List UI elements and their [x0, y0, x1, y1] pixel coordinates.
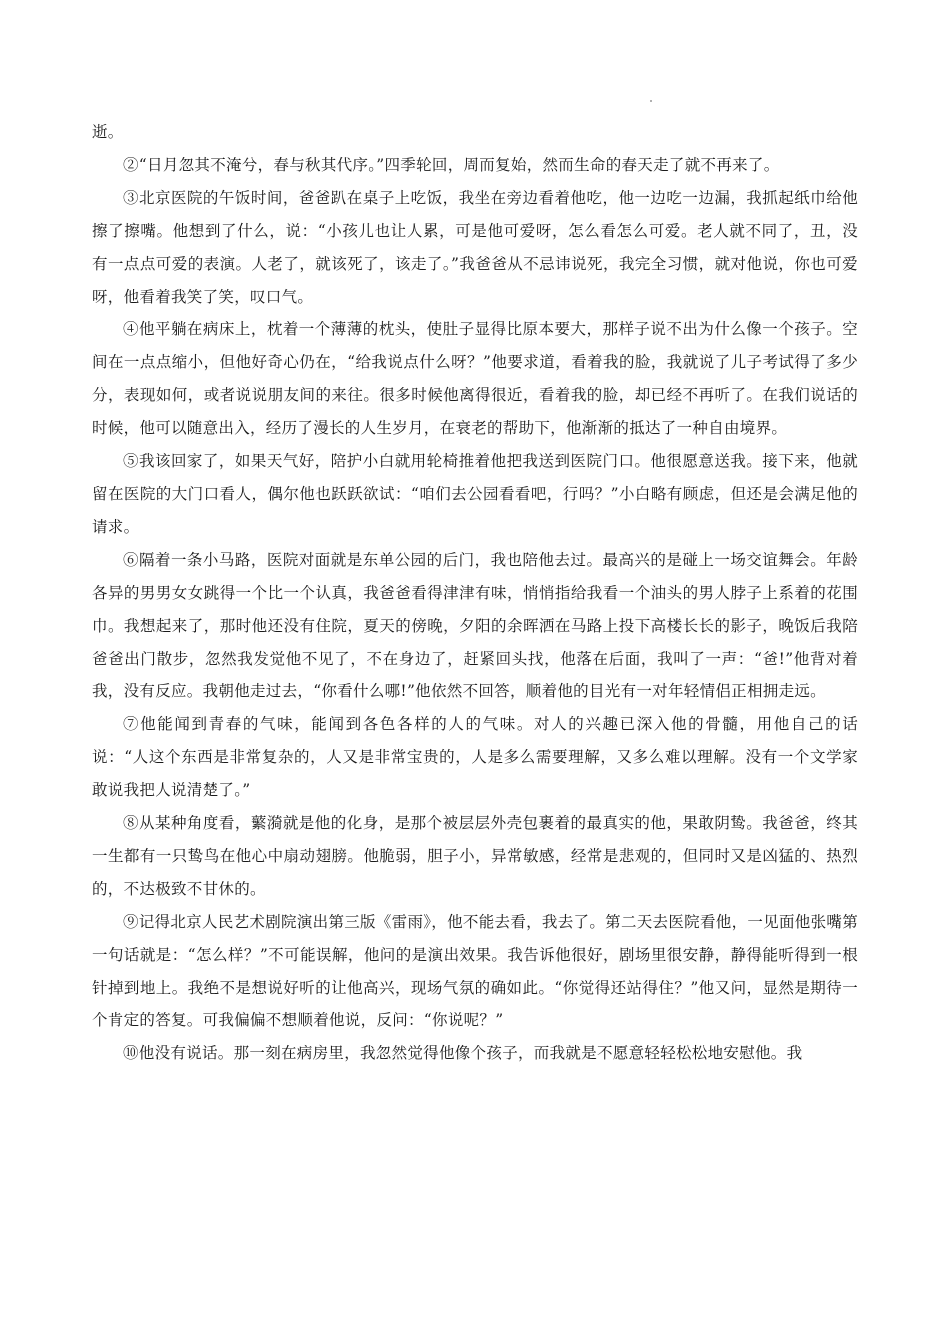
paragraph-7: ⑦他能闻到青春的气味，能闻到各色各样的人的气味。对人的兴趣已深入他的骨髓，用他自己的话说：“人这个东西是非常复杂的，人又是非常宝贵的，人是多么需要理解，又多么难以理解。没有一个文学家敢说我把人说清楚了。” [92, 715, 858, 800]
essay-body [92, 116, 858, 1070]
paragraph-continuation: 逝。 [92, 123, 124, 141]
paragraph-4: ④他平躺在病床上，枕着一个薄薄的枕头，使肚子显得比原本要大，那样子说不出为什么像一个孩子。空间在一点点缩小，但他好奇心仍在，“给我说点什么呀？”他要求道，看着我的脸，我就说了儿子考试得了多少分，表现如何，或者说说朋友间的来往。很多时候他离得很近，看着我的脸，却已经不再听了。在我们说话的时候，他可以随意出入，经历了漫长的人生岁月，在衰老的帮助下，他渐渐的抵达了一种自由境界。 [92, 320, 858, 438]
paragraph-8: ⑧从某种角度看，蘩漪就是他的化身，是那个被层层外壳包裹着的最真实的他，果敢阴鸷。我爸爸，终其一生都有一只鸷鸟在他心中扇动翅膀。他脆弱，胆子小，异常敏感，经常是悲观的，但同时又是凶猛的、热烈的，不达极致不甘休的。 [92, 814, 858, 898]
paragraph-6: ⑥隔着一条小马路，医院对面就是东单公园的后门，我也陪他去过。最高兴的是碰上一场交谊舞会。年龄各异的男男女女跳得一个比一个认真，我爸爸看得津津有味，悄悄指给我看一个油头的男人脖子上系着的花围巾。我想起来了，那时他还没有住院，夏天的傍晚，夕阳的余晖洒在马路上投下高楼长长的影子，晚饭后我陪爸爸出门散步，忽然我发觉他不见了，不在身边了，赶紧回头找，他落在后面，我叫了一声：“爸!”他背对着我，没有反应。我朝他走过去，“你看什么哪!”他依然不回答，顺着他的目光有一对年轻情侣正相拥走远。 [92, 550, 858, 701]
page-mark [650, 100, 652, 102]
paragraph-10: ⑩他没有说话。那一刻在病房里，我忽然觉得他像个孩子，而我就是不愿意轻轻松松地安慰他。我 [123, 1044, 803, 1063]
paragraph-3: ③北京医院的午饭时间，爸爸趴在桌子上吃饭，我坐在旁边看着他吃，他一边吃一边漏，我抓起纸巾给他擦了擦嘴。他想到了什么，说：“小孩儿也让人累，可是他可爱呀，怎么看怎么可爱。老人就不同了，丑，没有一点点可爱的表演。人老了，就该死了，该走了。”我爸爸从不忌讳说死，我完全习惯，就对他说，你也可爱呀，他看着我笑了笑，叹口气。 [92, 188, 858, 306]
paragraph-2: ②“日月忽其不淹兮，春与秋其代序。”四季轮回，周而复始，然而生命的春天走了就不再来了。 [123, 155, 780, 174]
paragraph-5: ⑤我该回家了，如果天气好，陪护小白就用轮椅推着他把我送到医院门口。他很愿意送我。接下来，他就留在医院的大门口看人，偶尔他也跃跃欲试：“咱们去公园看看吧，行吗？”小白略有顾虑，但还是会满足他的请求。 [92, 452, 858, 536]
paragraph-9: ⑨记得北京人民艺术剧院演出第三版《雷雨》，他不能去看，我去了。第二天去医院看他，一见面他张嘴第一句话就是：“怎么样？”不可能误解，他问的是演出效果。我告诉他很好，剧场里很安静，静得能听得到一根针掉到地上。我绝不是想说好听的让他高兴，现场气氛的确如此。“你觉得还站得住？”他又问，显然是期待一个肯定的答复。可我偏偏不想顺着他说，反问：“你说呢？” [92, 912, 858, 1030]
